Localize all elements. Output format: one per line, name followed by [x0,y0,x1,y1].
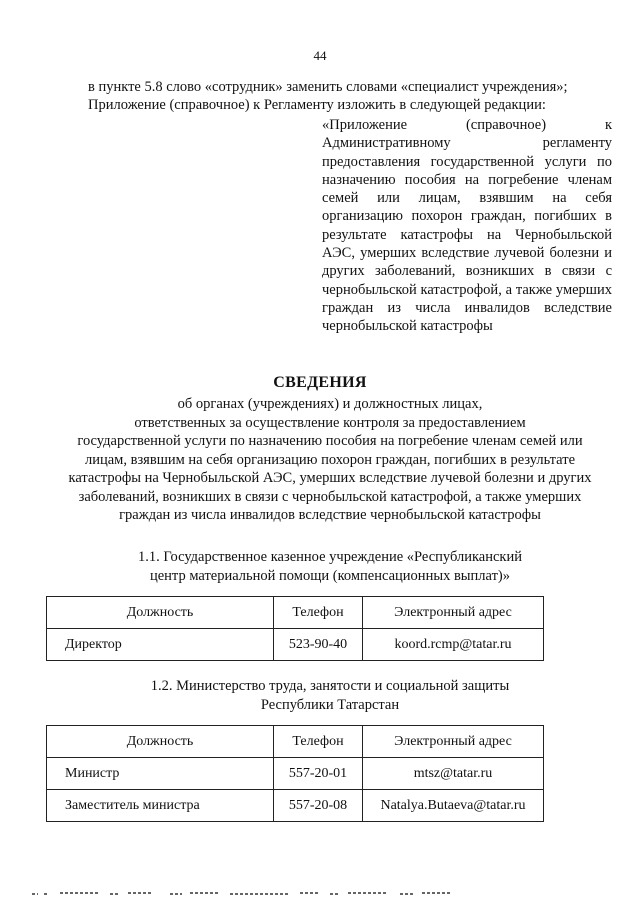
cell-email: koord.rcmp@tatar.ru [363,629,544,661]
table-header-row [47,726,544,758]
section-2-title [40,677,620,714]
table-row [47,629,544,661]
cell-phone: 523-90-40 [274,629,363,661]
subtitle-line: лицам, взявшим на себя организацию похорон граждан, погибших в результате [84,451,576,468]
column-header-email: Электронный адрес [363,597,544,629]
table-row [47,758,544,790]
section-title-line: 1.2. Министерство труда, занятости и социальной защиты [150,678,510,694]
section-title-line: центр материальной помощи (компенсационных выплат)» [149,567,511,584]
cell-email: mtsz@tatar.ru [363,758,544,790]
cell-phone: 557-20-01 [274,758,363,790]
appendix-note: «Приложение (справочное) к Административному регламенту предоставления государственной услуги по назначению пособия на погребение членам семей или лицам, взявшим на себя организацию похорон граждан, погибших в результате катастрофы на Чернобыльской АЭС, умерших вследствие лучевой болезни и других заболеваний, возникших в связи с чернобыльской катастрофой, а также умерших граждан из числа инвалидов вследствие чернобыльской катастрофы [322,117,612,335]
intro-line-1: в пункте 5.8 слово «сотрудник» заменить словами «специалист учреждения»; [88,79,568,95]
subtitle-line: ответственных за осуществление контроля за предоставлением [134,414,526,431]
document-heading: СВЕДЕНИЯ [273,374,367,391]
cell-position: Директор [47,629,274,661]
table-header-row [47,597,544,629]
column-header-phone: Телефон [274,597,363,629]
subtitle-line: катастрофы на Чернобыльской АЭС, умерших вследствие лучевой болезни и других [68,470,592,486]
scan-artifact-line [30,888,610,900]
cell-position: Заместитель министра [47,790,274,822]
heading-subtitle [50,395,610,525]
subtitle-line: государственной услуги по назначению пособия на погребение членам семей или [77,433,583,449]
table-row [47,790,544,822]
section-2-table [46,725,544,822]
column-header-position: Должность [47,726,274,758]
cell-position: Министр [47,758,274,790]
intro-line-2: Приложение (справочное) к Регламенту изложить в следующей редакции: [88,97,546,113]
section-1-title [40,548,620,585]
subtitle-line: об органах (учреждениях) и должностных лицах, [177,396,483,412]
column-header-phone: Телефон [274,726,363,758]
column-header-position: Должность [47,597,274,629]
section-1-table [46,596,544,661]
section-title-line: Республики Татарстан [260,696,400,713]
page-number: 44 [313,48,327,63]
subtitle-line: заболеваний, возникших в связи с чернобыльской катастрофой, а также умерших [78,488,582,505]
section-title-line: 1.1. Государственное казенное учреждение «Республиканский [138,549,522,565]
cell-email: Natalya.Butaeva@tatar.ru [363,790,544,822]
subtitle-line: граждан из числа инвалидов вследствие чернобыльской катастрофы [119,507,541,523]
cell-phone: 557-20-08 [274,790,363,822]
column-header-email: Электронный адрес [363,726,544,758]
